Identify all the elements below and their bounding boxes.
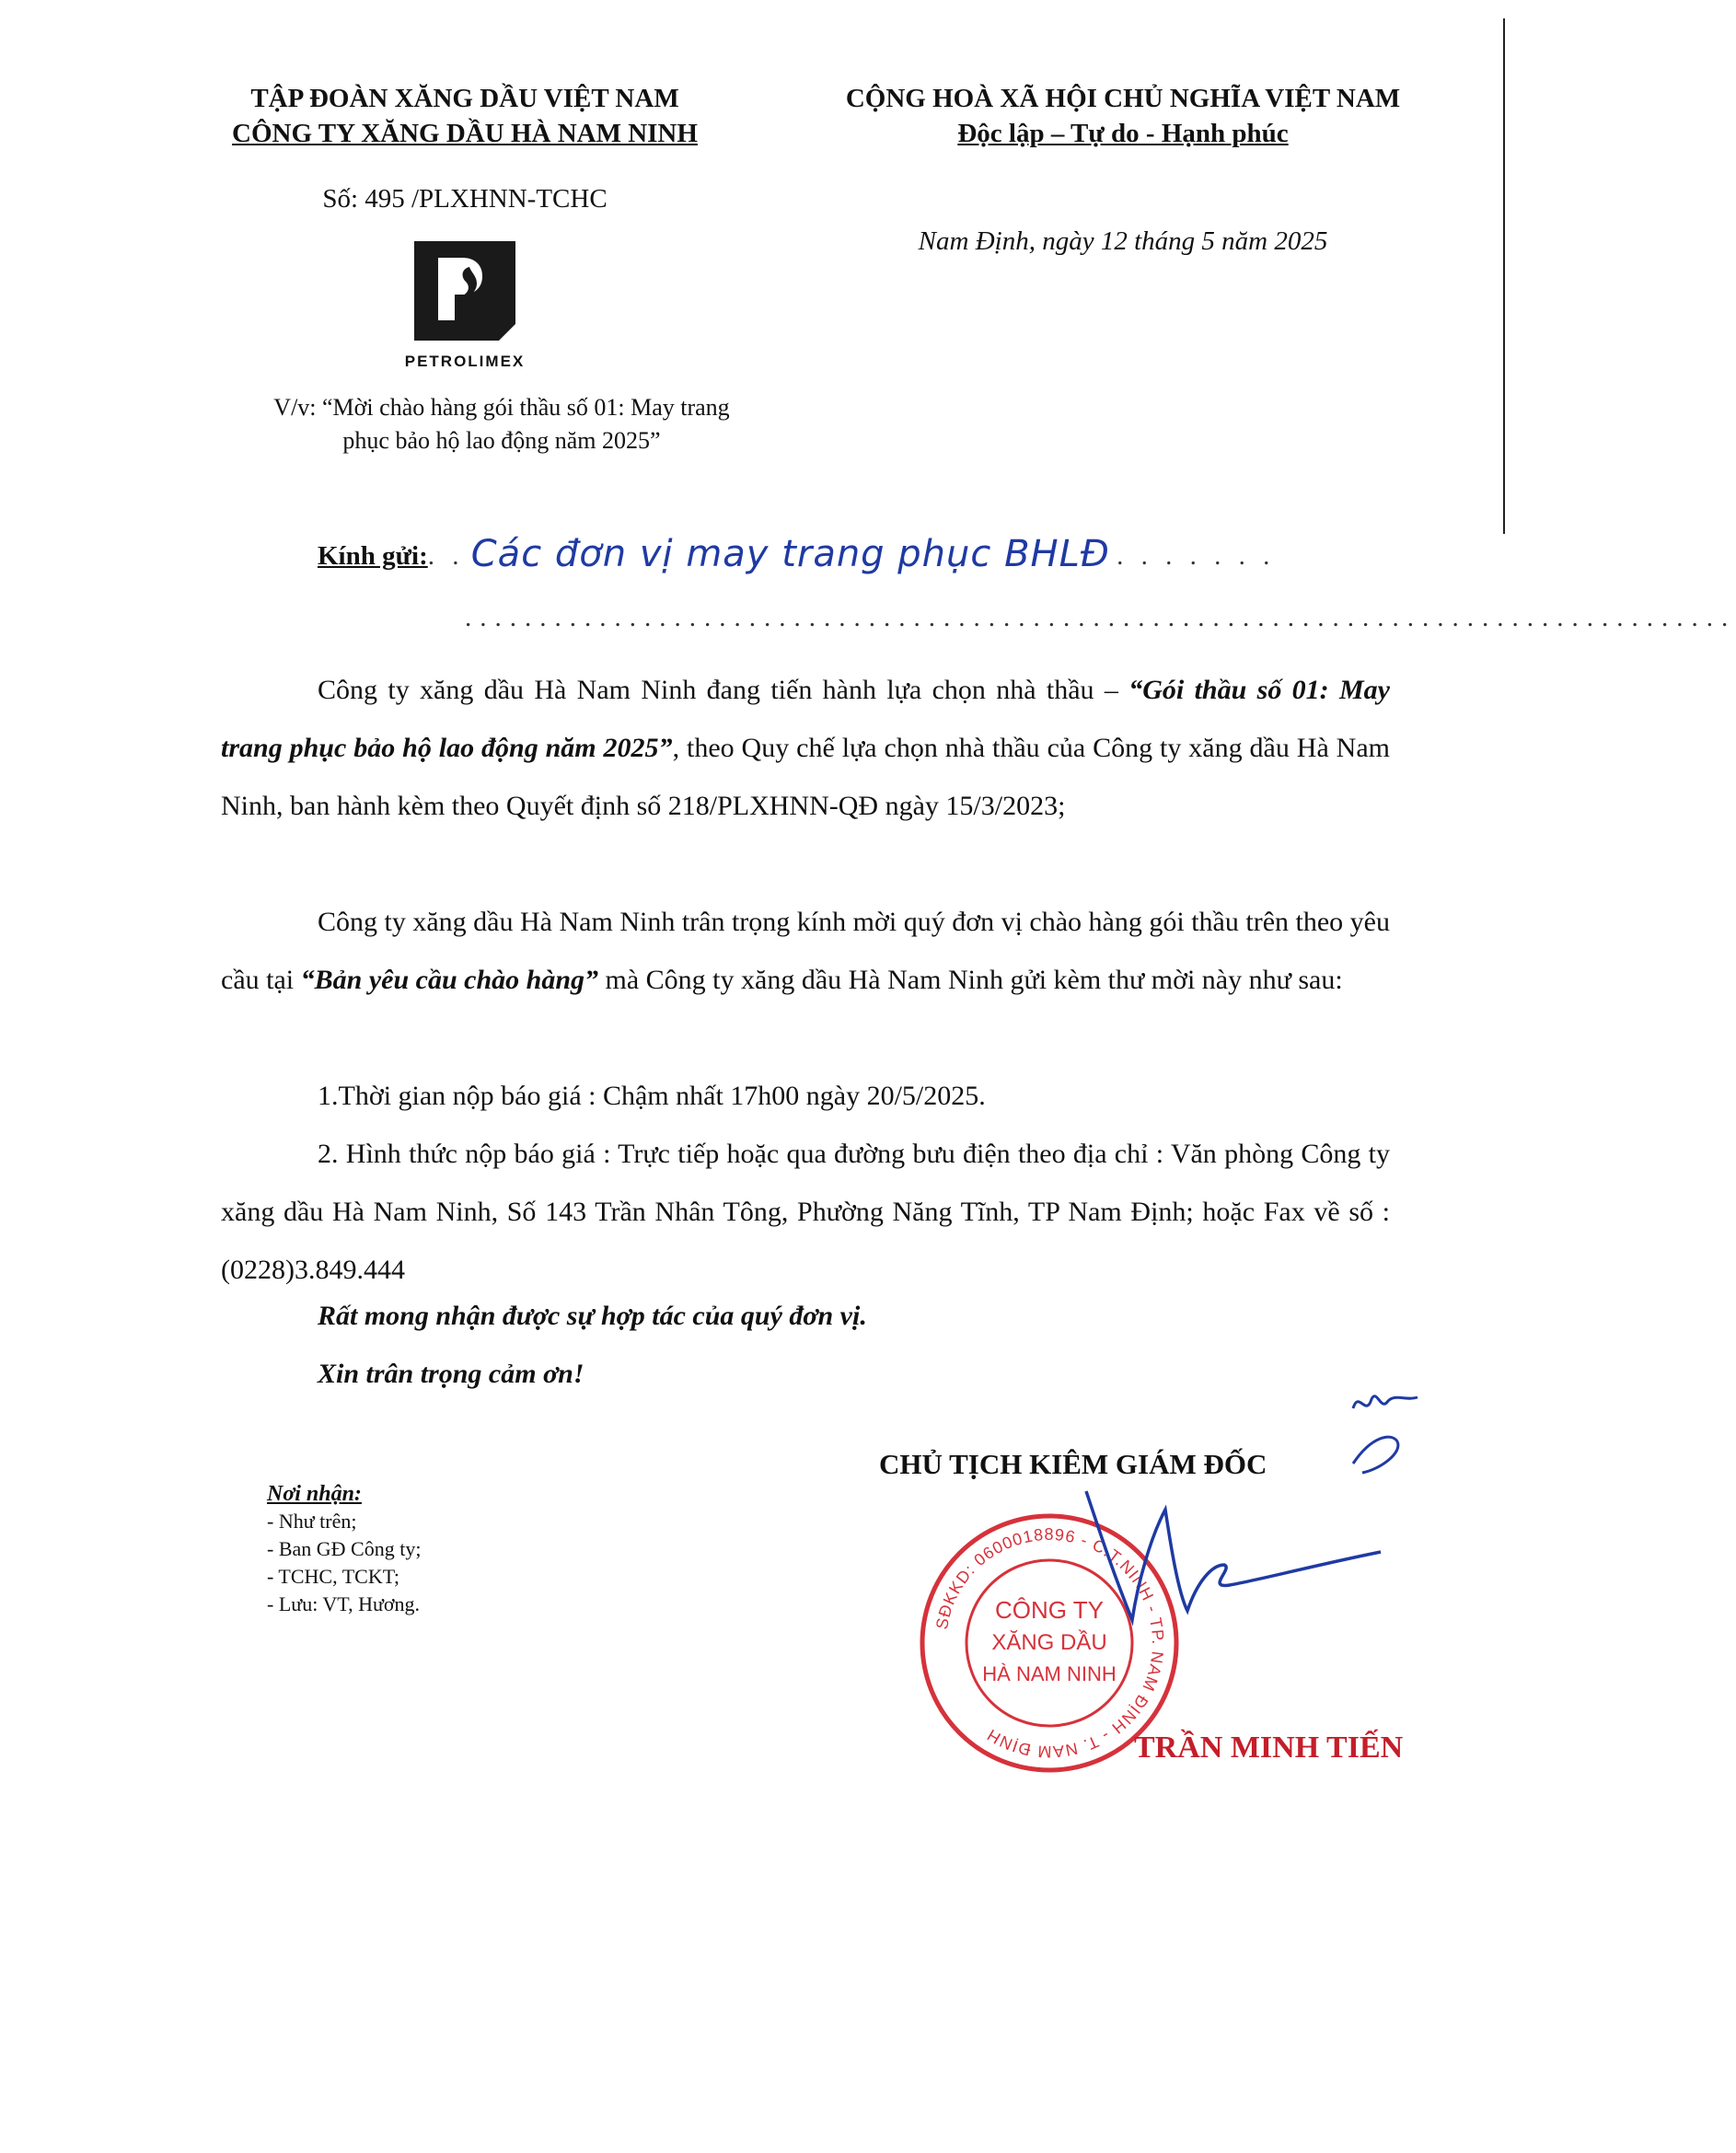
signer-title: CHỦ TỊCH KIÊM GIÁM ĐỐC: [879, 1448, 1267, 1480]
subject-line-2: phục bảo hộ lao động năm 2025”: [342, 427, 661, 454]
recipient-item: - TCHC, TCKT;: [267, 1565, 400, 1588]
handwritten-signature: [1049, 1381, 1445, 1684]
company-name: CÔNG TY XĂNG DẦU HÀ NAM NINH: [232, 119, 698, 148]
document-number: Số: 495 /PLXHNN-TCHC: [322, 184, 608, 214]
recipients-title: Nơi nhận:: [267, 1482, 362, 1506]
stamp-line-3: HÀ NAM NINH: [982, 1662, 1117, 1685]
p1-text-a: Công ty xăng dầu Hà Nam Ninh đang tiến hành lựa chọn nhà thầu –: [318, 675, 1129, 705]
nation-title: CỘNG HOÀ XÃ HỘI CHỦ NGHĨA VIỆT NAM: [845, 84, 1401, 113]
handwritten-addressee: Các đơn vị may trang phục BHLĐ: [470, 533, 1110, 575]
p2-text-c: mà Công ty xăng dầu Hà Nam Ninh gửi kèm thư mời này như sau:: [598, 965, 1343, 995]
dot-leader: . .: [427, 541, 465, 571]
addressee-line: [318, 531, 1275, 573]
subject-line-1: V/v: “Mời chào hàng gói thầu số 01: May trang: [273, 394, 730, 421]
item-2: 2. Hình thức nộp báo giá : Trực tiếp hoặc qua đường bưu điện theo địa chỉ : Văn phòng Công ty xăng dầu Hà Nam Ninh, Số 143 Trần Nhân Tông, Phường Năng Tĩnh, TP Nam Định; hoặc Fax về số : (0228)3.849.444: [221, 1139, 1390, 1285]
national-header: [782, 81, 1464, 151]
dot-leader: . . . . . . .: [1117, 541, 1276, 571]
subject: [216, 391, 787, 457]
place-date: Nam Định, ngày 12 tháng 5 năm 2025: [918, 226, 1328, 256]
stamp-line-1: CÔNG TY: [995, 1596, 1104, 1624]
addressee-label: Kính gửi:: [318, 541, 428, 571]
p2-doc-name: “Bản yêu cầu chào hàng”: [300, 965, 599, 995]
dot-leader-line: .....................................................................................: [465, 603, 1736, 632]
recipient-item: - Ban GĐ Công ty;: [267, 1537, 422, 1560]
parent-org-name: TẬP ĐOÀN XĂNG DẦU VIỆT NAM: [250, 84, 679, 113]
scan-edge-line: [1503, 18, 1505, 534]
p1-package-name: “Gói thầu số 01: May trang phục bảo hộ lao động năm 2025”: [221, 675, 1390, 763]
closing-line-1: Rất mong nhận được sự hợp tác của quý đơn vị.: [318, 1301, 867, 1331]
item-1: 1.Thời gian nộp báo giá : Chậm nhất 17h00 ngày 20/5/2025.: [318, 1081, 986, 1111]
paragraph-2: [221, 893, 1390, 1009]
logo-wordmark: PETROLIMEX: [404, 353, 526, 370]
recipient-item: - Lưu: VT, Hương.: [267, 1592, 421, 1615]
nation-motto: Độc lập – Tự do - Hạnh phúc: [957, 119, 1289, 148]
petrolimex-logo-icon: [414, 241, 515, 341]
signer-name: TRẦN MINH TIẾN: [1134, 1731, 1404, 1765]
recipients-block: [267, 1480, 421, 1618]
paragraph-1: [221, 661, 1390, 835]
closing-line-2: Xin trân trọng cảm ơn!: [318, 1359, 584, 1389]
p2-text-a: Công ty xăng dầu Hà Nam Ninh trân trọng kính mời quý đơn vị chào hàng gói thầu trên theo yêu cầu tại: [221, 907, 1390, 995]
p1-text-c: , theo Quy chế lựa chọn nhà thầu của Công ty xăng dầu Hà Nam Ninh, ban hành kèm theo Quyết định số 218/PLXHNN-QĐ ngày 15/3/2023;: [221, 733, 1390, 821]
organization-header: [184, 81, 746, 151]
recipient-item: - Như trên;: [267, 1510, 357, 1533]
stamp-ring-text: SĐKKD: 0600018896 - C.T.NINH - TP. NAM ĐỊNH - T. NAM ĐỊNH: [932, 1524, 1168, 1762]
stamp-line-2: XĂNG DẦU: [991, 1630, 1107, 1655]
